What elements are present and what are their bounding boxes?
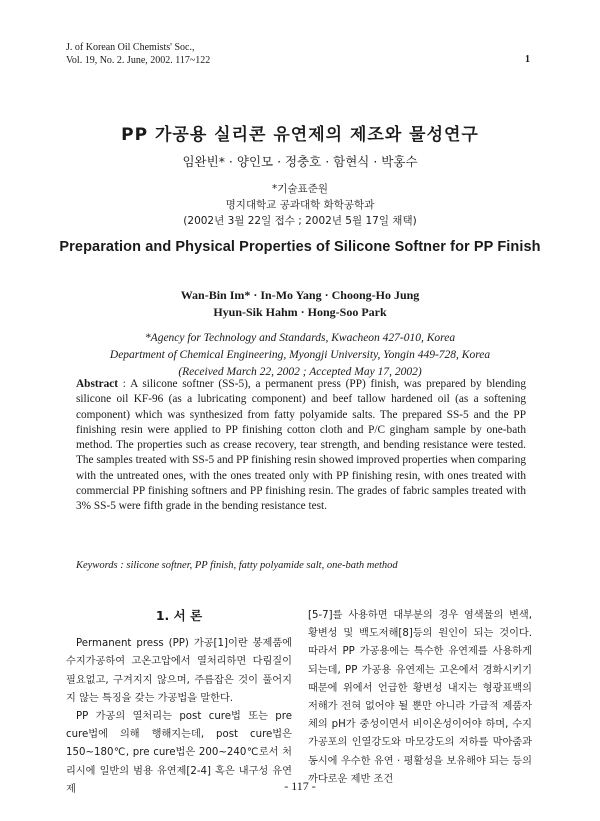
journal-name: J. of Korean Oil Chemists' Soc., xyxy=(66,42,195,53)
page-number-top: 1 xyxy=(525,54,530,65)
section-heading: 1. 서 론 xyxy=(155,608,203,623)
abstract-separator: : xyxy=(118,378,131,390)
english-affiliation-1: *Agency for Technology and Standards, Kwacheon 427-010, Korea xyxy=(144,332,456,344)
english-affiliations xyxy=(0,330,600,381)
abstract xyxy=(76,377,526,515)
english-dates: (Received March 22, 2002 ; Accepted May 17, 2002) xyxy=(178,366,422,378)
abstract-text: A silicone softner (SS-5), a permanent press (PP) finish, was prepared by blending silicone oil KF-96 (as a lubricating component) and beef tallow hardened oil (as a softening component) which was synthesized from fatty polyamide salts. The prepared SS-5 and the PP finishing resin were applied to PP finishing cotton cloth and P/C gingham sample by one-bath method. The properties such as crease recovery, tear strength, and bending resistance were tested. The samples treated with SS-5 and PP finishing resin showed improved properties when comparing with the untreated ones, with the ones treated only with PP finishing resin, with ones treated with commercial PP finishing softners and PP finishing resin. The grades of fabric samples treated with 3% SS-5 were fifth grade in the bending resistance test. xyxy=(76,378,526,513)
korean-affiliation-1: *기술표준원 xyxy=(272,183,328,195)
english-authors-line-2: Hyun-Sik Hahm · Hong-Soo Park xyxy=(213,305,387,319)
journal-citation xyxy=(66,41,210,67)
english-affiliation-2: Department of Chemical Engineering, Myongji University, Yongin 449-728, Korea xyxy=(109,349,491,361)
body-paragraph: Permanent press (PP) 가공[1]이란 봉제품에 수지가공하여 고온고압에서 열처리하면 다림질이 필요없고, 구겨지지 않으며, 주름잡은 것이 풀어지지 않는 특징을 갖는 가공법을 말한다. xyxy=(66,638,292,704)
english-title: Preparation and Physical Properties of Silicone Softner for PP Finish xyxy=(59,239,541,255)
page-footer: - 117 - xyxy=(284,779,316,793)
korean-affiliations xyxy=(0,181,600,229)
journal-volume: Vol. 19, No. 2. June, 2002. 117~122 xyxy=(66,55,211,66)
body-paragraph: [5-7]를 사용하면 대부분의 경우 염색물의 변색, 황변성 및 백도저해[8]등의 원인이 되는 것이다. 따라서 PP 가공용에는 특수한 유연제를 사용하게 되는데, PP 가공용 유연제는 고온에서 경화시키기 때문에 위에서 언급한 황변성 내지는 형광표백의 저해가 전혀 없어야 될 뿐만 아니라 가급적 제품자체의 pH가 중성이면서 비이온성이어야 하며, 수지가공포의 인열강도와 마모강도의 저하를 막아줌과 동시에 우수한 유연 · 평활성을 보유해야 되는 등의 까다로운 제반 조건 xyxy=(308,610,532,785)
body-paragraph: PP 가공의 열처리는 post cure법 또는 pre cure법에 의해 행해지는데, post cure법은 150~180℃, pre cure법은 200~240℃로서 처리시에 일반의 범용 유연제[2-4] 혹은 내구성 유연제 xyxy=(66,711,292,795)
korean-dates: (2002년 3월 22일 접수 ; 2002년 5월 17일 채택) xyxy=(183,215,417,227)
korean-title: PP 가공용 실리콘 유연제의 제조와 물성연구 xyxy=(121,125,479,145)
english-authors xyxy=(0,287,600,321)
korean-affiliation-2: 명지대학교 공과대학 화학공학과 xyxy=(225,199,375,211)
english-authors-line-1: Wan-Bin Im* · In-Mo Yang · Choong-Ho Jung xyxy=(180,288,420,302)
keywords: Keywords : silicone softner, PP finish, fatty polyamide salt, one-bath method xyxy=(76,560,398,571)
abstract-label: Abstract xyxy=(76,378,119,390)
body-column-right xyxy=(308,607,532,789)
korean-authors: 임완빈* · 양인모 · 정충호 · 함현식 · 박홍수 xyxy=(182,154,418,169)
body-column-left xyxy=(66,607,292,799)
